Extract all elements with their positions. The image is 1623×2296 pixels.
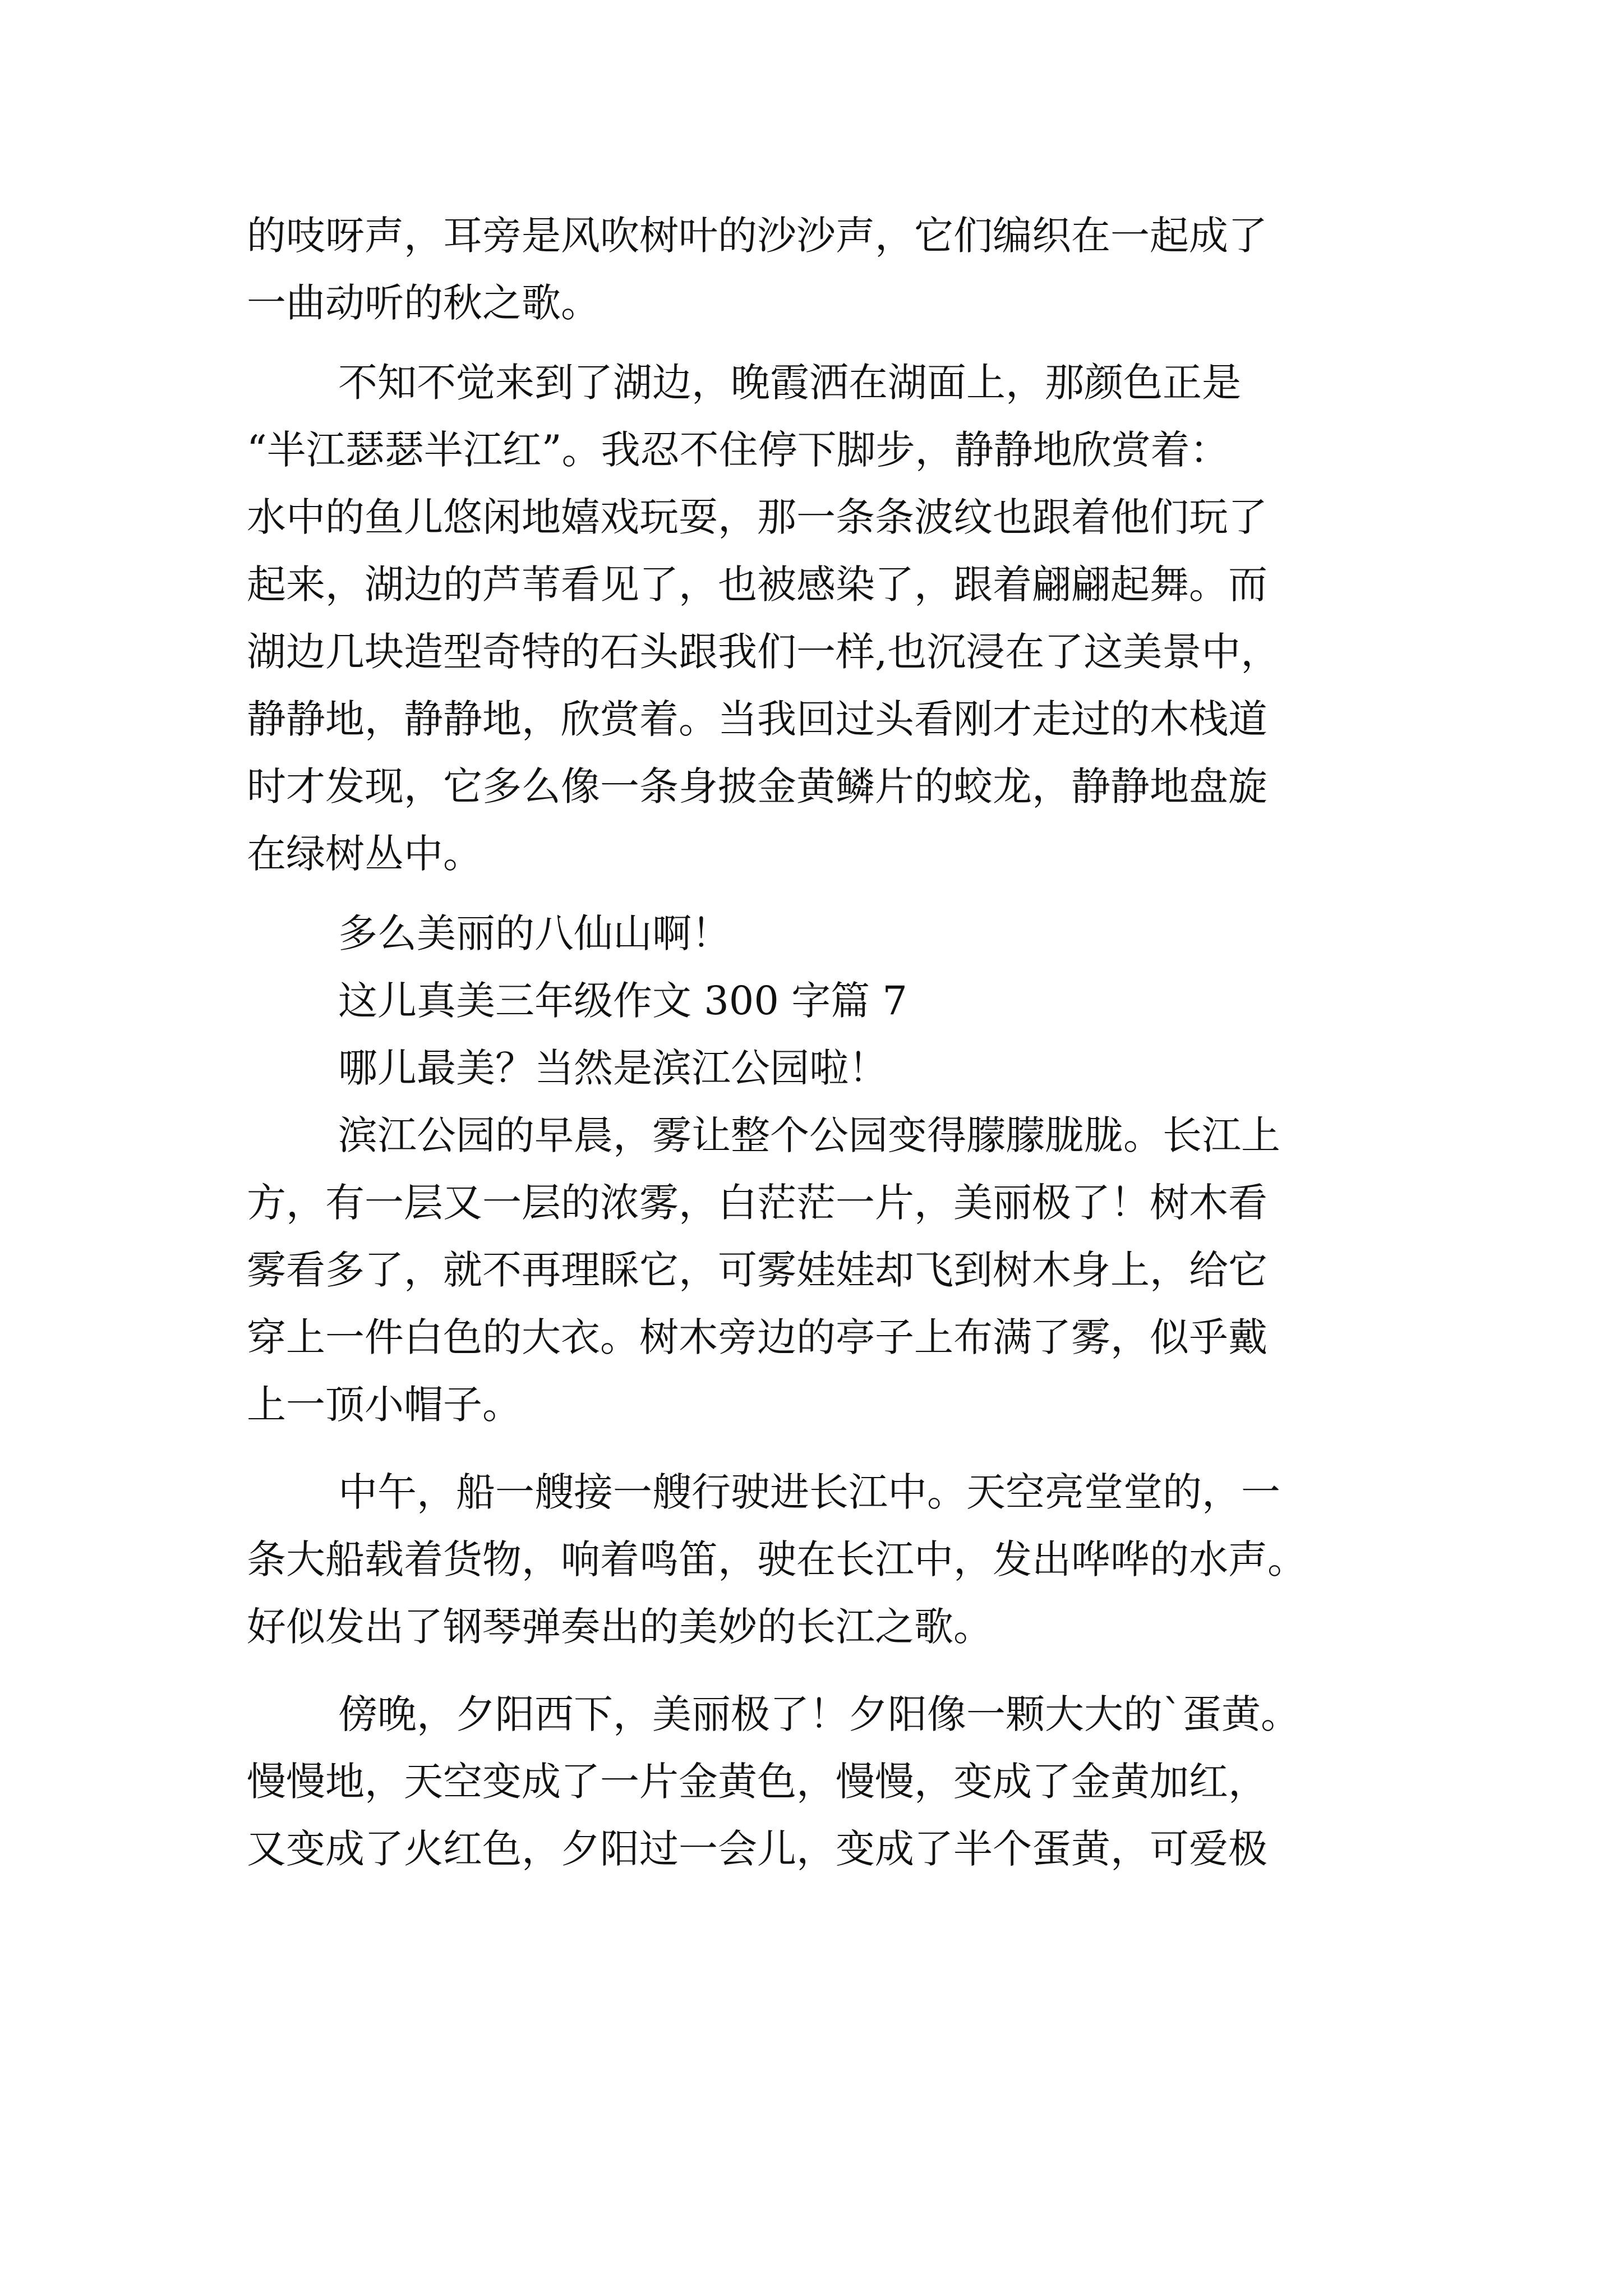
text-line: 慢慢地，天空变成了一片金黄色，慢慢，变成了金黄加红， — [247, 1759, 1267, 1805]
text-line: 上一顶小帽子。 — [247, 1382, 522, 1428]
paragraph-start: 不知不觉来到了湖边，晚霞洒在湖面上，那颜色正是 — [338, 360, 1241, 406]
text-line: 又变成了火红色，夕阳过一会儿，变成了半个蛋黄，可爱极 — [247, 1826, 1267, 1872]
paragraph-start: 傍晚，夕阳西下，美丽极了！夕阳像一颗大大的`蛋黄。 — [338, 1691, 1300, 1737]
text-line: 的吱呀声，耳旁是风吹树叶的沙沙声，它们编织在一起成了 — [247, 213, 1267, 259]
essay-text — [247, 202, 1424, 1883]
paragraph-start: 哪儿最美？当然是滨江公园啦！ — [338, 1045, 888, 1091]
text-line: 方，有一层又一层的浓雾，白茫茫一片，美丽极了！树木看 — [247, 1180, 1267, 1226]
text-line: 静静地，静静地，欣赏着。当我回过头看刚才走过的木栈道 — [247, 696, 1267, 742]
text-line: 时才发现，它多么像一条身披金黄鳞片的蛟龙，静静地盘旋 — [247, 763, 1267, 809]
paragraph-start: 滨江公园的早晨，雾让整个公园变得朦朦胧胧。长江上 — [338, 1112, 1280, 1158]
text-line: 穿上一件白色的大衣。树木旁边的亭子上布满了雾，似乎戴 — [247, 1314, 1267, 1360]
text-line: 起来，湖边的芦苇看见了，也被感染了，跟着翩翩起舞。而 — [247, 562, 1267, 608]
text-line: “半江瑟瑟半江红”。我忍不住停下脚步，静静地欣赏着： — [247, 427, 1229, 473]
text-line: 好似发出了钢琴弹奏出的美妙的长江之歌。 — [247, 1604, 993, 1650]
text-line: 条大船载着货物，响着鸣笛，驶在长江中，发出哗哗的水声。 — [247, 1536, 1307, 1582]
text-line: 雾看多了，就不再理睬它，可雾娃娃却飞到树木身上，给它 — [247, 1247, 1267, 1293]
text-line: 湖边几块造型奇特的石头跟我们一样,也沉浸在了这美景中， — [247, 629, 1280, 675]
paragraph-start: 中午，船一艘接一艘行驶进长江中。天空亮堂堂的，一 — [338, 1469, 1280, 1515]
text-line: 在绿树丛中。 — [247, 831, 482, 877]
text-line: 一曲动听的秋之歌。 — [247, 280, 600, 326]
essay-heading: 这儿真美三年级作文 300 字篇 7 — [338, 978, 907, 1024]
text-line: 水中的鱼儿悠闲地嬉戏玩耍，那一条条波纹也跟着他们玩了 — [247, 494, 1267, 540]
paragraph-start: 多么美丽的八仙山啊！ — [338, 910, 731, 956]
